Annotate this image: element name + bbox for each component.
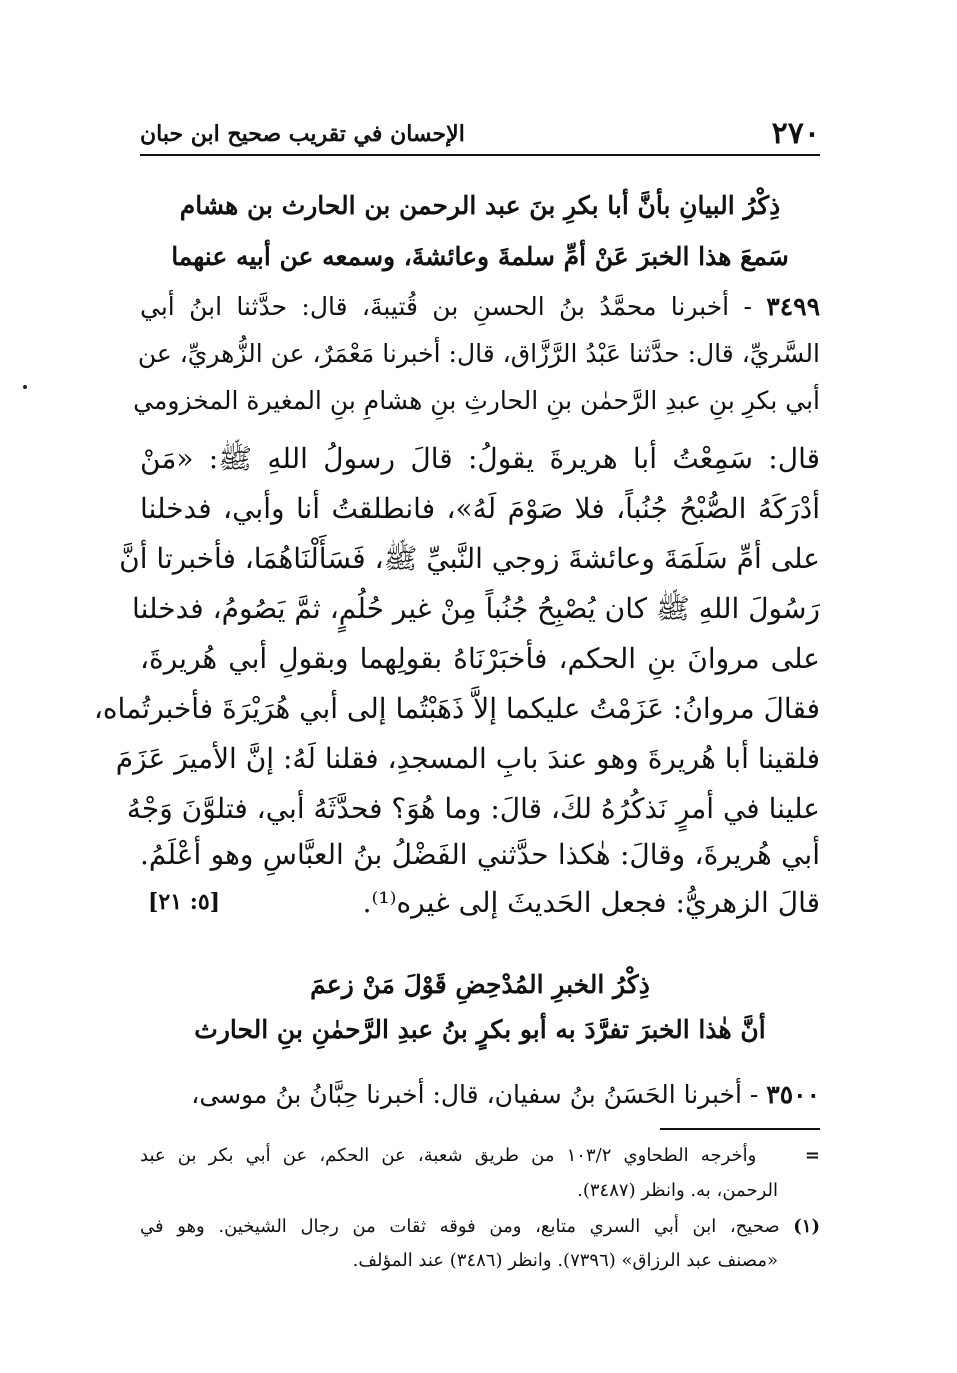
footnote-text: صحيح، ابن أبي السري متابع، ومن فوقه ثقات من رجال الشيخين. وهو في — [140, 1216, 780, 1237]
isnad-text: - أخبرنا محمَّدُ بنُ الحسنِ بن قُتيبةَ، قال: حدَّثنا ابنُ أبي — [140, 292, 752, 321]
section2-heading-line-1: ذِكْرُ الخبرِ المُدْحِضِ قَوْلَ مَنْ زعمَ — [310, 970, 650, 999]
hadith2-text: - أخبرنا الحَسَنُ بنُ سفيان، قال: أخبرنا حِبَّانُ بنُ موسى، — [191, 1080, 759, 1109]
hadith1-text-line-2: أدْرَكَهُ الصُّبْحُ جُنُباً، فلا صَوْمَ لَهُ»، فانطلقتُ أنا وأبي، فدخلنا — [140, 492, 820, 525]
hadith1-text-line-1: قال: سَمِعْتُ أبا هريرةَ يقولُ: قالَ رسولُ اللهِ ﷺ: «مَنْ — [140, 442, 820, 475]
page-number: ٢٧٠ — [771, 116, 820, 151]
hadith1-isnad-line-2: السَّريِّ، قال: حدَّثنا عَبْدُ الرَّزَّاق، قال: أخبرنا مَعْمَرٌ، عن الزُّهريِّ، عن — [137, 339, 820, 368]
hadith1-isnad-line-1 — [140, 284, 820, 330]
hadith1-text-line-10: قالَ الزهريُّ: فجعل الحَديثَ إلى غيره⁽¹⁾. — [362, 886, 820, 919]
hadith-number: ٣٥٠٠ — [766, 1080, 820, 1109]
hadith1-text-line-3: على أمِّ سَلَمَةَ وعائشةَ زوجي النَّبيِّ ﷺ، فَسَأَلْنَاهُمَا، فأخبرتا أنَّ — [119, 542, 820, 575]
footnote-1-line-2: «مصنف عبد الرزاق» (٧٣٩٦). وانظر (٣٤٨٦) عند المؤلف. — [352, 1250, 778, 1271]
section1-heading-line-2: سَمعَ هذا الخبرَ عَنْ أمِّ سلمةَ وعائشةَ، وسمعه عن أبيه عنهما — [171, 242, 789, 271]
section2-heading-line-2: أنَّ هٰذا الخبرَ تفرَّدَ به أبو بكرٍ بنُ عبدِ الرَّحمٰنِ بنِ الحارث — [194, 1015, 766, 1044]
hadith1-text-line-4: رَسُولَ اللهِ ﷺ كان يُصْبِحُ جُنُباً مِنْ غير حُلُمٍ، ثمَّ يَصُومُ، فدخلنا — [132, 592, 820, 625]
hadith1-text-line-7: فلقينا أبا هُريرةَ وهو عندَ بابِ المسجدِ، فقلنا لَهُ: إنَّ الأميرَ عَزَمَ — [115, 742, 820, 775]
hadith1-text-line-5: على مروانَ بنِ الحكم، فأخبَرْنَاهُ بقولِهما وبقولِ أبي هُريرةَ، — [140, 642, 820, 675]
hadith2-line-1 — [191, 1072, 820, 1118]
scan-speck — [23, 385, 27, 389]
hadith1-text-line-8: علينا في أمرٍ نَذكُرُهُ لكَ، قالَ: وما هُوَ؟ فحدَّثَهُ أبي، فتلوَّنَ وَجْهُ — [126, 792, 820, 825]
hadith1-text-line-9: أبي هُريرةَ، وقالَ: هٰكذا حدَّثني الفَضْلُ بنُ العبَّاسِ وهو أعْلَمُ. — [140, 838, 820, 871]
footnote-separator — [660, 1128, 820, 1130]
hadith-number: ٣٤٩٩ — [766, 292, 820, 321]
footnote-1-line-1 — [140, 1212, 820, 1242]
footnote-text: وأخرجه الطحاوي ١٠٣/٢ من طريق شعبة، عن الحكم، عن أبي بكر بن عبد — [140, 1145, 757, 1166]
hadith1-text-line-6: فقالَ مروانُ: عَزَمْتُ عليكما إلاَّ ذَهَبْتُما إلى أبي هُرَيْرَةَ فأخبرتُماه، — [93, 692, 820, 725]
footnote-number: (١) — [793, 1216, 820, 1237]
book-title: الإحسان في تقريب صحيح ابن حبان — [140, 121, 465, 147]
footnote-continuation-line-2: الرحمن، به. وانظر (٣٤٨٧). — [577, 1180, 778, 1201]
continuation-mark: = — [804, 1145, 820, 1166]
hadith-reference: [٥: ٢١] — [148, 889, 221, 915]
page-header — [140, 112, 820, 156]
hadith1-isnad-line-3: أبي بكرِ بنِ عبدِ الرَّحمٰن بنِ الحارثِ بنِ هشامِ بنِ المغيرة المخزومي — [133, 386, 820, 415]
footnote-continuation-line-1 — [140, 1141, 820, 1171]
section1-heading-line-1: ذِكْرُ البيانِ بأنَّ أبا بكرِ بنَ عبد الرحمن بن الحارث بن هشام — [179, 191, 781, 220]
